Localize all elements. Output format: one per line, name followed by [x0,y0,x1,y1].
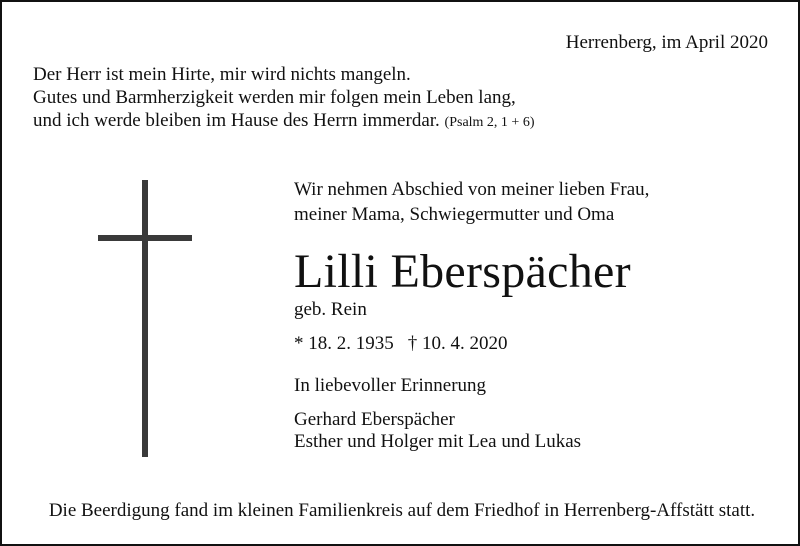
mourner: Esther und Holger mit Lea und Lukas [294,431,582,452]
place-date: Herrenberg, im April 2020 [565,32,768,53]
cross-vertical-beam [142,180,148,457]
birth-date: * 18. 2. 1935 [294,333,394,354]
deceased-name: Lilli Eberspächer [294,245,631,298]
life-dates [294,333,774,355]
memory-text: In liebevoller Erinnerung [294,375,487,396]
maiden-name: geb. Rein [294,299,367,320]
psalm-reference: (Psalm 2, 1 + 6) [444,115,535,130]
funeral-note: Die Beerdigung fand im kleinen Familienkreis auf dem Friedhof in Herrenberg-Affstätt statt. [48,500,756,521]
announcement-block [294,177,774,453]
cross-icon [98,180,192,457]
psalm-quote [33,63,535,134]
cross-horizontal-beam [98,235,192,241]
intro-line: meiner Mama, Schwiegermutter und Oma [294,204,615,225]
farewell-intro [294,177,774,227]
death-date: † 10. 4. 2020 [407,333,508,354]
psalm-line-with-reference [33,109,535,134]
intro-line: Wir nehmen Abschied von meiner lieben Frau, [294,179,650,200]
psalm-line: Gutes und Barmherzigkeit werden mir folgen mein Leben lang, [33,87,516,108]
psalm-line: und ich werde bleiben im Hause des Herrn immerdar. [33,110,440,131]
psalm-line: Der Herr ist mein Hirte, mir wird nichts mangeln. [33,64,411,85]
mourners-list [294,409,774,453]
mourner: Gerhard Eberspächer [294,409,455,430]
